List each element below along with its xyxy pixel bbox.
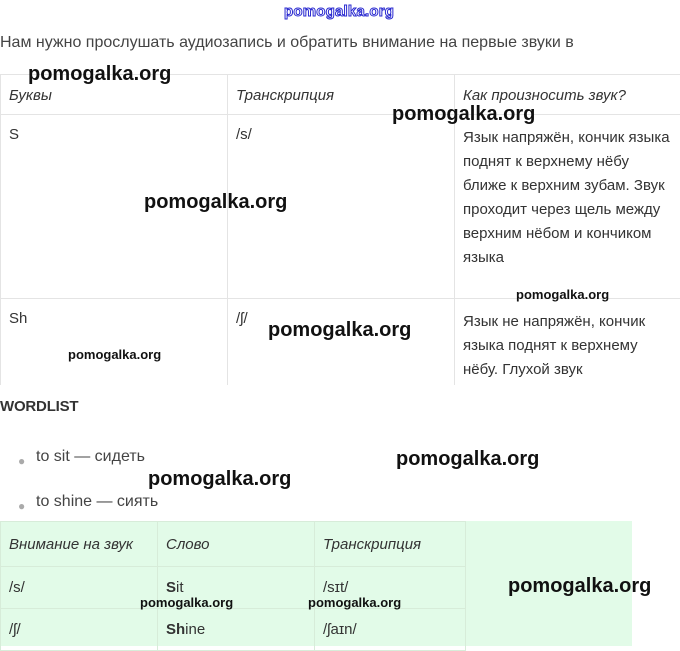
cell-transcription: /ʃ/ [228, 299, 455, 386]
header-transcription: Транскрипция [315, 522, 466, 567]
watermark: pomogalka.org [392, 103, 535, 126]
watermark: pomogalka.org [516, 287, 609, 302]
words-table-header [1, 522, 466, 567]
watermark: pomogalka.org [308, 595, 401, 610]
cell-sound: /ʃ/ [1, 609, 158, 651]
watermark: pomogalka.org [396, 448, 539, 471]
word-bold-part: S [166, 579, 176, 596]
words-table [0, 521, 466, 651]
header-pronunciation: Как произносить звук? [455, 75, 680, 115]
header-sound: Внимание на звук [1, 522, 158, 567]
watermark: pomogalka.org [28, 63, 171, 86]
bullet-icon: ● [18, 499, 25, 513]
list-item-text: to sit — сидеть [36, 448, 145, 465]
cell-transcription: /ʃaɪn/ [315, 609, 466, 651]
table-row [1, 115, 680, 299]
intro-text: Нам нужно прослушать аудиозапись и обратить внимание на первые звуки в [0, 34, 574, 52]
header-letters: Буквы [1, 75, 228, 115]
list-item-text: to shine — сиять [36, 493, 158, 510]
bullet-icon: ● [18, 454, 25, 468]
word-rest-part: ine [185, 621, 205, 638]
header-word: Слово [158, 522, 315, 567]
cell-sound: /s/ [1, 567, 158, 609]
wordlist-title: WORDLIST [0, 398, 78, 415]
watermark: pomogalka.org [268, 319, 411, 342]
header-transcription: Транскрипция [228, 75, 455, 115]
watermark-top: pomogalka.org [284, 3, 394, 20]
watermark: pomogalka.org [148, 468, 291, 491]
watermark: pomogalka.org [144, 191, 287, 214]
watermark: pomogalka.org [508, 575, 651, 598]
cell-description: Язык напряжён, кончик языка поднят к верхнему нёбу ближе к верхним зубам. Звук проходит через щель между верхним нёбом и кончиком языка [455, 115, 680, 299]
cell-transcription: /sɪt/ [315, 567, 466, 609]
word-rest-part: it [176, 579, 184, 596]
cell-letters: S [1, 115, 228, 299]
cell-letters: Sh [1, 299, 228, 386]
cell-transcription: /s/ [228, 115, 455, 299]
watermark: pomogalka.org [68, 347, 161, 362]
table-row [1, 609, 466, 651]
list-item [0, 448, 158, 493]
cell-description: Язык не напряжён, кончик языка поднят к верхнему нёбу. Глухой звук [455, 299, 680, 386]
cell-word [158, 609, 315, 651]
word-bold-part: Sh [166, 621, 185, 638]
watermark: pomogalka.org [140, 595, 233, 610]
